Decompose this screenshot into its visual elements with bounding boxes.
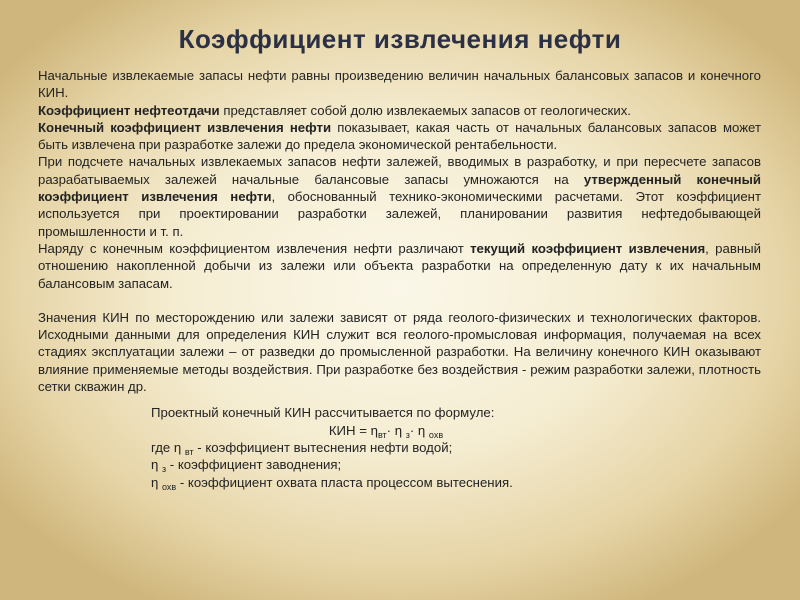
formula-subscript: охв (162, 481, 177, 492)
formula-part: η (151, 457, 162, 473)
formula-part: где η (151, 439, 185, 455)
paragraph-recovery-factor (38, 102, 761, 119)
term-final-factor: Конечный коэффициент извлечения нефти (38, 119, 332, 135)
formula-definition-displacement (151, 439, 761, 456)
formula-part: - коэффициент заводнения; (166, 457, 342, 473)
formula-intro: Проектный конечный КИН рассчитывается по формуле: (151, 405, 495, 421)
paragraph-text: показывает, какая часть от начальных балансовых запасов может быть извлечена при разработке залежи до предела экономической рентабельности. (38, 119, 761, 153)
formula-part: КИН = η (328, 422, 378, 438)
formula-subscript: охв (428, 429, 444, 440)
paragraph-final-factor (38, 119, 761, 154)
formula-part: - коэффициент охвата пласта процессом вытеснения. (176, 474, 513, 490)
paragraph-text: , равный отношению накопленной добычи из залежи или объекта разработки на определенную дату к их начальным балансовым запасам. (38, 240, 761, 291)
paragraph-approved-factor (38, 153, 761, 239)
formula-part: · η (409, 422, 429, 438)
formula-subscript: вт (377, 429, 387, 440)
formula-part: - коэффициент вытеснения нефти водой; (193, 439, 453, 455)
term-recovery-factor: Коэффициент нефтеотдачи (38, 102, 220, 118)
formula-block (151, 404, 761, 490)
formula-definition-sweep (151, 474, 761, 491)
formula-part: η (151, 474, 162, 490)
term-approved-factor: утвержденный конечный коэффициент извлечения нефти (38, 171, 761, 205)
formula-subscript: з (405, 429, 410, 440)
paragraph-text: представляет собой долю извлекаемых запасов от геологических. (219, 102, 631, 118)
formula-part: · η (386, 422, 406, 438)
term-current-factor: текущий коэффициент извлечения (470, 240, 706, 256)
formula-subscript: вт (184, 446, 194, 457)
content-body (38, 67, 761, 491)
paragraph-text: , обоснованный технико-экономическими расчетами. Этот коэффициент используется при проектировании разработки залежей, планировании развития нефтедобывающей промышленности и т. п. (38, 189, 761, 239)
formula-equation (151, 422, 761, 439)
paragraph-current-factor (38, 240, 761, 292)
formula-definition-flooding (151, 456, 761, 473)
paragraph-text: При подсчете начальных извлекаемых запасов нефти залежей, вводимых в разработку, и при пересчете запасов разрабатываемых залежей начальные балансовые запасы умножаются на (38, 154, 761, 187)
paragraph-text: Наряду с конечным коэффициентом извлечения нефти различают (38, 240, 471, 256)
page-title: Коэффициент извлечения нефти (178, 24, 622, 54)
paragraph-factors: Значения КИН по месторождению или залежи зависят от ряда геолого-физических и технологических факторов. Исходными данными для определения КИН служит вся геолого-промысловая информация, получаемая на всех стадиях эксплуатации залежи – от разведки до промысленной разработки. На величину конечного КИН оказывают влияние применяемые методы воздействия. При разработке без воздействия - режим разработки залежи, плотность сетки скважин др. (38, 309, 761, 395)
formula-subscript: з (162, 464, 167, 475)
paragraph-reserves: Начальные извлекаемые запасы нефти равны произведению величин начальных балансовых запасов и конечного КИН. (38, 68, 761, 101)
